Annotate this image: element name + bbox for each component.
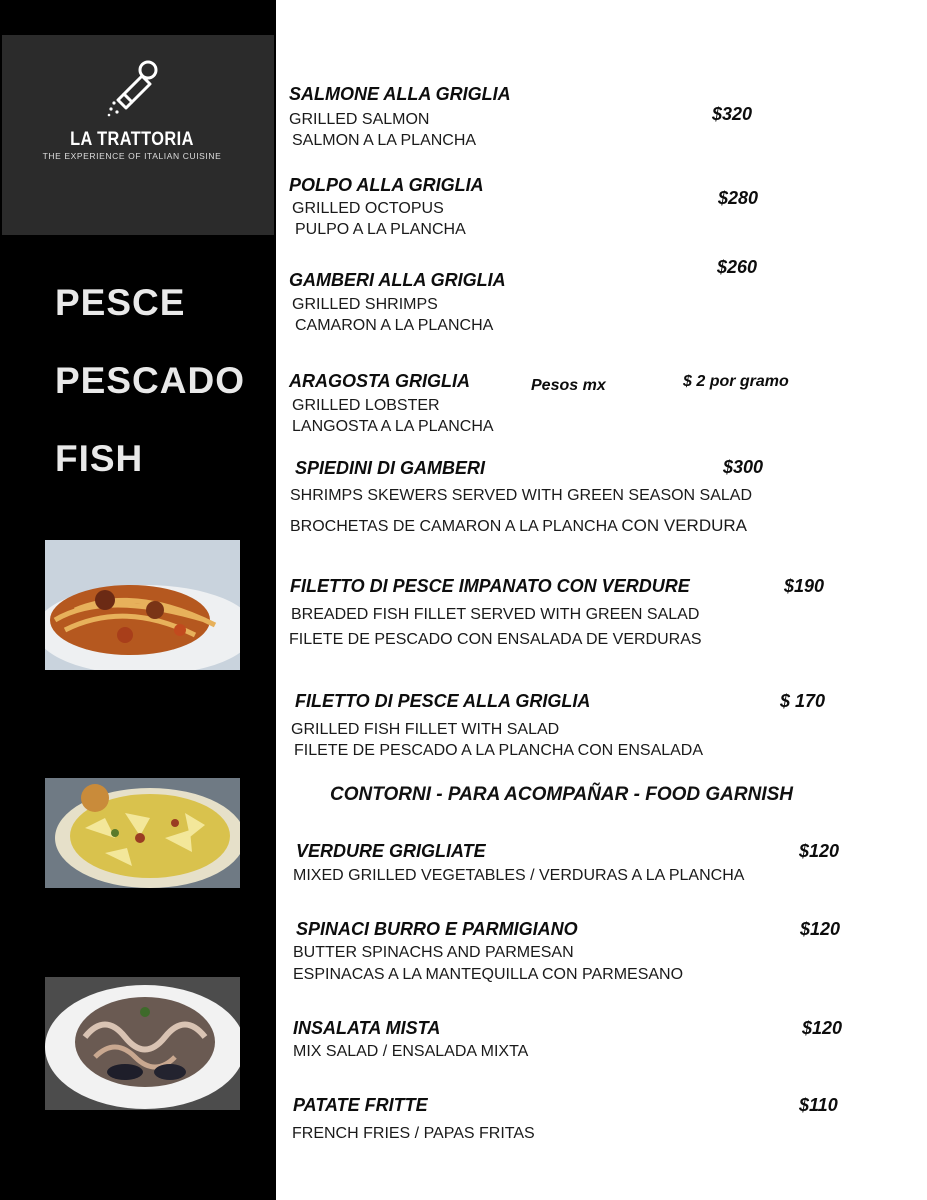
item-name-spanish-main: BROCHETAS DE CAMARON A LA PLANCHA xyxy=(290,518,617,535)
item-price: $ 170 xyxy=(780,691,826,711)
item-name-spanish: CAMARON A LA PLANCHA xyxy=(295,317,494,334)
side-name-italian: SPINACI BURRO E PARMIGIANO xyxy=(296,919,578,939)
side-description: MIX SALAD / ENSALADA MIXTA xyxy=(293,1043,529,1060)
item-name-italian: GAMBERI ALLA GRIGLIA xyxy=(289,270,506,290)
item-name-spanish: FILETE DE PESCADO A LA PLANCHA CON ENSALADA xyxy=(294,742,704,759)
side-price: $120 xyxy=(800,919,841,939)
item-price: $280 xyxy=(718,188,759,208)
side-price: $110 xyxy=(799,1095,838,1115)
section-word-english: FISH xyxy=(55,438,144,479)
section-word-spanish: PESCADO xyxy=(55,360,245,401)
side-name-english: BUTTER SPINACHS AND PARMESAN xyxy=(293,944,574,961)
side-name-italian: VERDURE GRIGLIATE xyxy=(296,841,486,861)
side-name-italian: PATATE FRITTE xyxy=(293,1095,428,1115)
side-price: $120 xyxy=(802,1018,843,1038)
item-name-spanish: FILETE DE PESCADO CON ENSALADA DE VERDURAS xyxy=(289,631,702,648)
item-name-spanish xyxy=(290,516,747,536)
side-name-italian: INSALATA MISTA xyxy=(293,1018,441,1038)
item-name-english: GRILLED FISH FILLET WITH SALAD xyxy=(291,721,560,738)
item-name-italian: FILETTO DI PESCE ALLA GRIGLIA xyxy=(295,691,591,711)
item-price: $ 2 por gramo xyxy=(683,373,789,390)
item-name-italian: ARAGOSTA GRIGLIA xyxy=(289,371,470,391)
contorni-title: CONTORNI - PARA ACOMPAÑAR - FOOD GARNISH xyxy=(330,784,794,805)
item-name-english: GRILLED SALMON xyxy=(289,111,430,128)
currency-note: Pesos mx xyxy=(531,377,606,394)
side-price: $120 xyxy=(799,841,840,861)
item-price: $260 xyxy=(717,257,758,277)
item-price: $190 xyxy=(784,576,825,596)
item-name-spanish: PULPO A LA PLANCHA xyxy=(295,221,466,238)
side-description: FRENCH FRIES / PAPAS FRITAS xyxy=(292,1125,535,1142)
item-name-english: GRILLED SHRIMPS xyxy=(292,296,438,313)
brand-name: LA TRATTORIA xyxy=(70,129,194,150)
side-description: MIXED GRILLED VEGETABLES / VERDURAS A LA PLANCHA xyxy=(293,867,745,884)
item-name-spanish: LANGOSTA A LA PLANCHA xyxy=(292,418,494,435)
section-word-italian: PESCE xyxy=(55,282,186,323)
item-name-italian: SPIEDINI DI GAMBERI xyxy=(295,458,486,478)
item-name-italian: SALMONE ALLA GRIGLIA xyxy=(289,84,511,104)
item-name-english: GRILLED LOBSTER xyxy=(292,397,440,414)
item-name-italian: POLPO ALLA GRIGLIA xyxy=(289,175,484,195)
item-name-english: GRILLED OCTOPUS xyxy=(292,200,444,217)
item-name-italian: FILETTO DI PESCE IMPANATO CON VERDURE xyxy=(290,576,690,596)
item-name-english: BREADED FISH FILLET SERVED WITH GREEN SALAD xyxy=(291,606,700,623)
side-name-spanish: ESPINACAS A LA MANTEQUILLA CON PARMESANO xyxy=(293,966,684,983)
item-name-english: SHRIMPS SKEWERS SERVED WITH GREEN SEASON SALAD xyxy=(290,487,753,504)
item-price: $320 xyxy=(712,104,753,124)
item-name-spanish-tail: CON VERDURA xyxy=(621,516,747,535)
brand-tagline: THE EXPERIENCE OF ITALIAN CUISINE xyxy=(42,151,222,161)
item-name-spanish: SALMON A LA PLANCHA xyxy=(292,132,477,149)
item-price: $300 xyxy=(723,457,764,477)
